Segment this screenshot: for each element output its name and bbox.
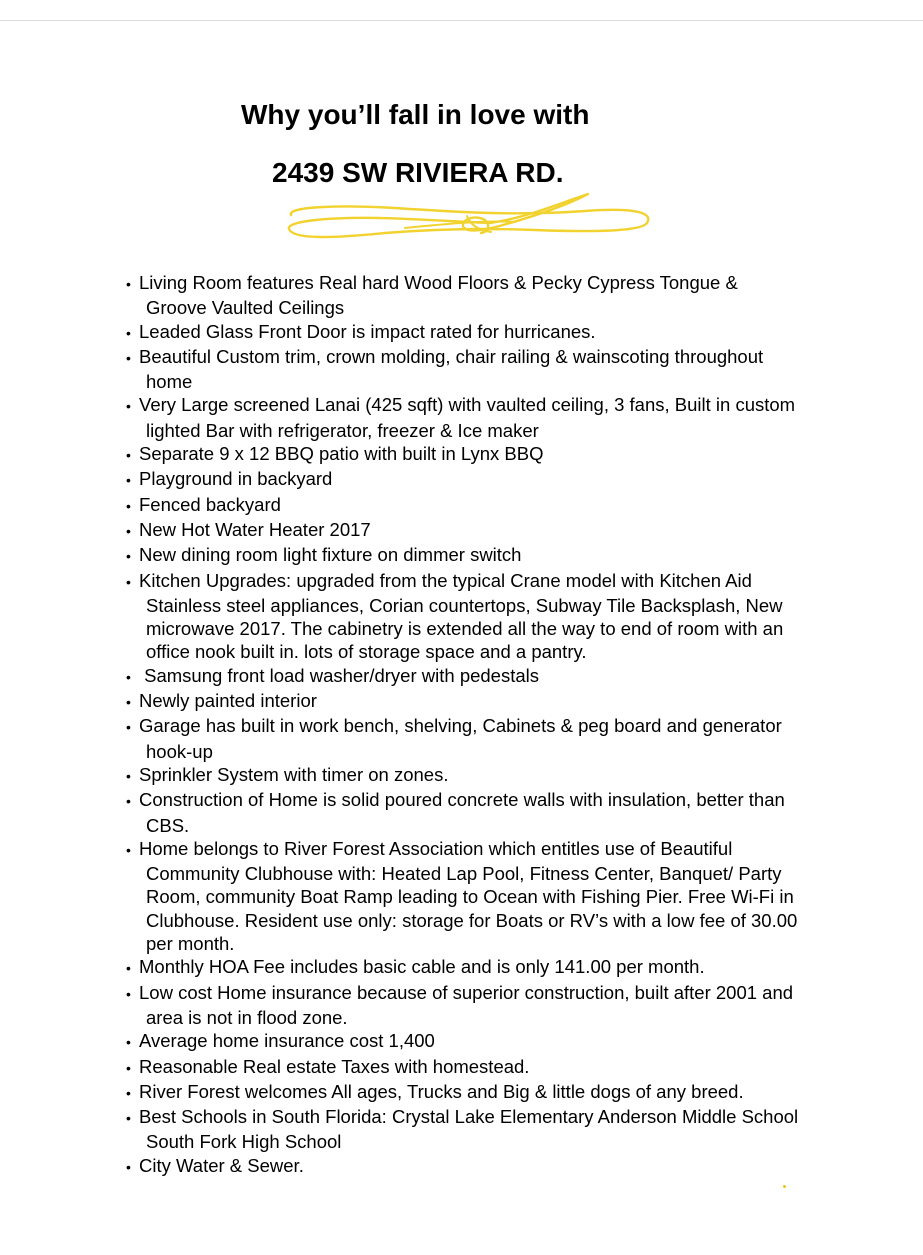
scribble-stroke xyxy=(289,194,648,237)
list-item: • Leaded Glass Front Door is impact rated for hurricanes. xyxy=(113,320,803,345)
list-item: • City Water & Sewer. xyxy=(113,1154,803,1179)
list-item: • Beautiful Custom trim, crown molding, chair railing & wainscoting throughout home xyxy=(113,345,803,394)
top-divider xyxy=(0,20,923,21)
list-item: • Construction of Home is solid poured concrete walls with insulation, better than CBS. xyxy=(113,788,803,837)
list-item: • Very Large screened Lanai (425 sqft) with vaulted ceiling, 3 fans, Built in custom lighted Bar with refrigerator, freezer & Ice maker xyxy=(113,393,803,442)
yellow-scribble-decoration xyxy=(285,188,655,248)
list-item: • Sprinkler System with timer on zones. xyxy=(113,763,803,788)
list-item: • Playground in backyard xyxy=(113,467,803,492)
list-item: • Monthly HOA Fee includes basic cable and is only 141.00 per month. xyxy=(113,955,803,980)
list-item: • Samsung front load washer/dryer with pedestals xyxy=(113,664,803,689)
list-item: • Separate 9 x 12 BBQ patio with built in Lynx BBQ xyxy=(113,442,803,467)
list-item: • Newly painted interior xyxy=(113,689,803,714)
yellow-dot-decoration xyxy=(783,1185,786,1188)
list-item: • Home belongs to River Forest Association which entitles use of Beautiful Community Clubhouse with: Heated Lap Pool, Fitness Center, Banquet/ Party Room, community Boat Ramp leading to Ocean with Fishing Pier. Free Wi-Fi in Clubhouse. Resident use only: storage for Boats or RV’s with a low fee of 30.00 per month. xyxy=(113,837,803,955)
list-item: • Fenced backyard xyxy=(113,493,803,518)
list-item: • Living Room features Real hard Wood Floors & Pecky Cypress Tongue & Groove Vaulted Ceilings xyxy=(113,271,803,320)
list-item: • Reasonable Real estate Taxes with homestead. xyxy=(113,1055,803,1080)
list-item: • New dining room light fixture on dimmer switch xyxy=(113,543,803,568)
list-item: • Average home insurance cost 1,400 xyxy=(113,1029,803,1054)
page-title-line-1: Why you’ll fall in love with xyxy=(241,99,590,130)
list-item: • Kitchen Upgrades: upgraded from the typical Crane model with Kitchen Aid Stainless steel appliances, Corian countertops, Subway Tile Backsplash, New microwave 2017. The cabinetry is extended all the way to end of room with an office nook built in. lots of storage space and a pantry. xyxy=(113,569,803,664)
list-item: • Low cost Home insurance because of superior construction, built after 2001 and area is not in flood zone. xyxy=(113,981,803,1030)
page-title-address: 2439 SW RIVIERA RD. xyxy=(272,157,564,188)
feature-list xyxy=(113,271,803,1179)
list-item: • River Forest welcomes All ages, Trucks and Big & little dogs of any breed. xyxy=(113,1080,803,1105)
list-item: • Garage has built in work bench, shelving, Cabinets & peg board and generator hook-up xyxy=(113,714,803,763)
list-item: • New Hot Water Heater 2017 xyxy=(113,518,803,543)
list-item: • Best Schools in South Florida: Crystal Lake Elementary Anderson Middle School South Fork High School xyxy=(113,1105,803,1154)
